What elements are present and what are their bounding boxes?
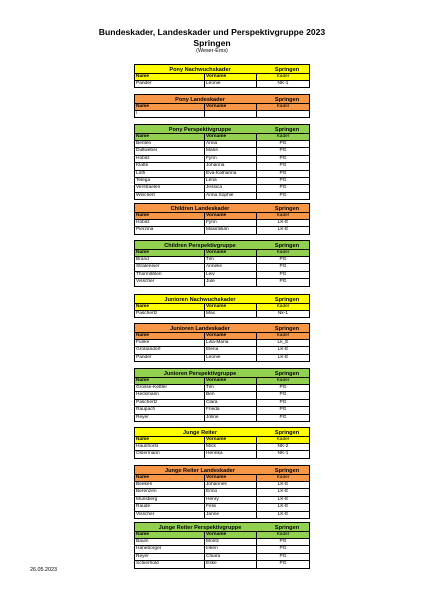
section-pony-landeskader [134, 94, 310, 118]
section-title: Junioren Landeskader [170, 326, 230, 332]
cell-kader: PG [279, 407, 287, 413]
section-junge-reiter [134, 427, 310, 459]
cell-name: Brand [135, 257, 205, 263]
section-discipline: Springen [274, 468, 300, 474]
cell-name: Hobitz [135, 220, 205, 226]
section-header [134, 64, 310, 74]
section-discipline: Springen [274, 525, 300, 531]
column-header-name: Name [135, 437, 205, 443]
column-header-kader: Kader [276, 532, 290, 537]
section-header [134, 94, 310, 104]
cell-vorname: Leiv [205, 272, 257, 278]
section-discipline: Springen [274, 127, 300, 133]
column-header-vorname: Vorname [205, 250, 257, 256]
column-header-name: Name [135, 250, 205, 256]
cell-kader: PG [279, 279, 287, 285]
column-header-row [134, 74, 310, 81]
cell-kader: PG [279, 553, 287, 559]
section-discipline: Springen [274, 243, 300, 249]
cell-kader: PG [279, 399, 287, 405]
section-discipline: Springen [274, 97, 300, 103]
section-title: Pony Landeskader [175, 97, 225, 103]
column-header-name: Name [135, 378, 205, 384]
table-row [134, 279, 310, 286]
column-header-row [134, 104, 310, 111]
column-header-vorname: Vorname [205, 74, 257, 80]
cell-name: Klatte [135, 163, 205, 169]
cell-kader: LK-E [277, 504, 289, 510]
table-row [134, 156, 310, 163]
cell-name: Haneborger [135, 546, 205, 552]
table-row [134, 539, 310, 546]
table-row [134, 444, 310, 451]
cell-kader: PG [279, 414, 287, 420]
cell-vorname: Lisa-Maria [205, 340, 257, 346]
section-title: Junioren Nachwuchskader [164, 297, 236, 303]
cell-kader: PG [279, 561, 287, 567]
column-header-name: Name [135, 74, 205, 80]
section-children-perspektivgruppe [134, 240, 310, 287]
cell-name: Pierzina [135, 227, 205, 233]
column-header-kader: Kader [276, 333, 290, 338]
cell-name: Schierhold [135, 561, 205, 567]
cell-vorname: Felix [205, 504, 257, 510]
column-header-vorname: Vorname [205, 213, 257, 219]
column-header-row [134, 475, 310, 482]
column-header-kader: Kader [276, 250, 290, 255]
cell-name: Raupach [135, 407, 205, 413]
cell-vorname: Janne [205, 512, 257, 518]
cell-vorname: Joline [205, 415, 257, 421]
cell-kader: PG [279, 546, 287, 552]
cell-name: Benten [135, 141, 205, 147]
cell-name: Heckmann [135, 392, 205, 398]
column-header-kader: Kader [276, 437, 290, 442]
cell-name: Paschertz [135, 311, 205, 317]
section-pony-nachwuchskader [134, 64, 310, 88]
cell-kader: PG [279, 271, 287, 277]
table-row [134, 81, 310, 88]
section-discipline: Springen [274, 297, 300, 303]
column-header-row [134, 213, 310, 220]
table-row [134, 340, 310, 347]
cell-name: Dullweber [135, 148, 205, 154]
section-junioren-perspektivgruppe [134, 368, 310, 422]
cell-vorname: Henrika [205, 451, 257, 457]
cell-kader: PG [279, 141, 287, 146]
cell-vorname: Jule [205, 279, 257, 285]
cell-kader: PG [279, 192, 287, 198]
cell-name: Visscher [135, 512, 205, 518]
table-row [134, 171, 310, 178]
section-header [134, 323, 310, 333]
table-row [134, 482, 310, 489]
section-title: Children Perspektivgruppe [164, 243, 236, 249]
section-discipline: Springen [274, 206, 300, 212]
table-row [134, 178, 310, 185]
cell-kader: LK-E [277, 347, 289, 353]
column-header-vorname: Vorname [205, 378, 257, 384]
cell-vorname: Eske [205, 561, 257, 567]
cell-kader: Nk-1 [277, 311, 289, 316]
column-header-vorname: Vorname [205, 437, 257, 443]
cell-kader: PG [279, 264, 287, 270]
cell-vorname: Maximilian [205, 227, 257, 233]
table-row [134, 451, 310, 458]
cell-name: Hobitz [135, 156, 205, 162]
cell-name: Raude [135, 504, 205, 510]
column-header-vorname: Vorname [205, 475, 257, 481]
cell-kader: LK-E [277, 482, 289, 487]
section-header [134, 465, 310, 475]
cell-name: Haunhorst [135, 444, 205, 450]
cell-name: Funke [135, 340, 205, 346]
cell-vorname: Tim [205, 385, 257, 391]
cell-vorname: Chiara [205, 554, 257, 560]
cell-kader: PG [279, 385, 287, 390]
column-header-name: Name [135, 532, 205, 538]
column-header-vorname: Vorname [205, 333, 257, 339]
cell-name: Pander [135, 355, 205, 361]
table-row [134, 148, 310, 155]
cell-name: Berenzen [135, 489, 205, 495]
section-header [134, 294, 310, 304]
cell-vorname: Tim [205, 257, 257, 263]
table-row [134, 546, 310, 553]
table-row [134, 347, 310, 354]
cell-name: Beeken [135, 482, 205, 488]
cell-vorname: Ben [205, 392, 257, 398]
column-header-name: Name [135, 104, 205, 110]
table-row [134, 185, 310, 192]
column-header-row [134, 304, 310, 311]
section-discipline: Springen [274, 326, 300, 332]
column-header-name: Name [135, 475, 205, 481]
section-title: Pony Nachwuchskader [169, 67, 231, 73]
cell-name: Ostermann [135, 451, 205, 457]
table-row [134, 257, 310, 264]
table-row [134, 141, 310, 148]
cell-kader: PG [279, 392, 287, 398]
cell-vorname: Johanna [205, 163, 257, 169]
cell-vorname: Elena [205, 347, 257, 353]
section-discipline: Springen [274, 430, 300, 436]
cell-name: Munsberg [135, 497, 205, 503]
column-header-row [134, 250, 310, 257]
cell-kader: LK-E [277, 354, 289, 360]
cell-vorname: Anna Sophie [205, 193, 257, 199]
cell-name: Verstraelen [135, 185, 205, 191]
table-row [134, 554, 310, 561]
column-header-row [134, 333, 310, 340]
table-row [134, 355, 310, 362]
column-header-vorname: Vorname [205, 304, 257, 310]
section-discipline: Springen [274, 67, 300, 73]
section-pony-perspektivgruppe [134, 124, 310, 200]
column-header-vorname: Vorname [205, 134, 257, 140]
section-title: Junioren Perspektivgruppe [163, 371, 237, 377]
cell-vorname: Marie [205, 148, 257, 154]
cell-kader: PG [279, 257, 287, 262]
cell-kader: LK-E [277, 496, 289, 502]
column-header-kader: Kader [276, 74, 290, 79]
column-header-kader: Kader [276, 134, 290, 139]
column-header-name: Name [135, 134, 205, 140]
cell-kader: PG [279, 539, 287, 544]
cell-kader: NK-1 [277, 81, 289, 86]
cell-kader: PG [279, 185, 287, 191]
section-title: Children Landeskader [170, 206, 230, 212]
cell-vorname: Henry [205, 497, 257, 503]
table-row [134, 264, 310, 271]
column-header-vorname: Vorname [205, 104, 257, 110]
column-header-row [134, 532, 310, 539]
cell-vorname: Clara [205, 400, 257, 406]
cell-kader: LK-E [277, 511, 289, 517]
table-row [134, 504, 310, 511]
column-header-name: Name [135, 333, 205, 339]
section-title: Junge Reiter [183, 430, 217, 436]
section-junioren-nachwuchskader [134, 294, 310, 318]
table-row [134, 497, 310, 504]
column-header-vorname: Vorname [205, 532, 257, 538]
cell-vorname: Max [205, 311, 257, 317]
cell-name: Paschertz [135, 400, 205, 406]
cell-kader: LK-E [277, 220, 289, 225]
section-children-landeskader [134, 203, 310, 235]
cell-name: Thormählen [135, 272, 205, 278]
cell-kader: NK-2 [277, 444, 289, 449]
cell-name: / [135, 111, 205, 117]
cell-kader: Lk_E [277, 340, 289, 345]
table-row [134, 227, 310, 234]
table-row [134, 489, 310, 496]
table-row [134, 385, 310, 392]
cell-kader: PG [279, 148, 287, 154]
cell-name: Loth [135, 171, 205, 177]
cell-vorname: Fynn [205, 220, 257, 226]
table-row [134, 561, 310, 568]
section-header [134, 368, 310, 378]
cell-name: Reyer [135, 415, 205, 421]
column-header-name: Name [135, 213, 205, 219]
cell-name: Telega [135, 178, 205, 184]
cell-name: Strateneier [135, 264, 205, 270]
table-row [134, 415, 310, 422]
cell-vorname: Annelie [205, 264, 257, 270]
cell-vorname [205, 111, 257, 117]
table-row [134, 400, 310, 407]
section-header [134, 427, 310, 437]
document-region: (Weser-Ems) [196, 48, 228, 54]
column-header-row [134, 437, 310, 444]
cell-name: Pander [135, 81, 205, 87]
cell-kader: PG [279, 177, 287, 183]
column-header-name: Name [135, 304, 205, 310]
cell-kader: PG [279, 163, 287, 169]
table-row [134, 111, 310, 118]
document-title: Bundeskader, Landeskader und Perspektivgruppe 2023 [98, 27, 326, 37]
column-header-kader: Kader [276, 104, 290, 109]
cell-vorname: Mick [205, 444, 257, 450]
section-title: Junge Reiter Landeskader [165, 468, 235, 474]
cell-name: Reyer [135, 554, 205, 560]
cell-kader: LK-E [277, 489, 289, 495]
cell-vorname: Fynn [205, 156, 257, 162]
cell-vorname: Eva-Katharina [205, 171, 257, 177]
cell-vorname: Leonie [205, 81, 257, 87]
cell-vorname: Frieda [205, 407, 257, 413]
cell-name: Visscher [135, 279, 205, 285]
cell-kader: PG [279, 170, 287, 176]
cell-vorname: Johannes [205, 482, 257, 488]
table-row [134, 311, 310, 318]
cell-kader [257, 111, 309, 117]
section-header [134, 240, 310, 250]
table-row [134, 220, 310, 227]
table-row [134, 163, 310, 170]
document-subtitle: Springen [193, 38, 231, 48]
cell-vorname: Inken [205, 546, 257, 552]
column-header-row [134, 378, 310, 385]
cell-name: Großandorf [135, 347, 205, 353]
cell-vorname: Enno [205, 489, 257, 495]
table-row [134, 512, 310, 519]
section-junge-reiter-landeskader [134, 465, 310, 519]
cell-name: Baum [135, 539, 205, 545]
section-header [134, 124, 310, 134]
cell-name: Grosse-Kettler [135, 385, 205, 391]
column-header-row [134, 134, 310, 141]
section-header [134, 522, 310, 532]
section-title: Junge Reiter Perspektivgruppe [158, 525, 242, 531]
table-row [134, 392, 310, 399]
cell-kader: PG [279, 155, 287, 161]
section-discipline: Springen [274, 371, 300, 377]
cell-kader: NK-1 [277, 451, 289, 457]
section-junge-reiter-perspektivgruppe [134, 522, 310, 569]
cell-vorname: Leonie [205, 355, 257, 361]
cell-vorname: Lena [205, 178, 257, 184]
cell-name: Weichert [135, 193, 205, 199]
cell-vorname: Moritz [205, 539, 257, 545]
column-header-kader: Kader [276, 378, 290, 383]
document-date: 26.05.2023 [30, 567, 57, 573]
section-title: Pony Perspektivgruppe [168, 127, 232, 133]
table-row [134, 407, 310, 414]
cell-vorname: Jessica [205, 185, 257, 191]
table-row [134, 193, 310, 200]
cell-vorname: Anna [205, 141, 257, 147]
section-junioren-landeskader [134, 323, 310, 362]
section-header [134, 203, 310, 213]
column-header-kader: Kader [276, 213, 290, 218]
table-row [134, 272, 310, 279]
column-header-kader: Kader [276, 304, 290, 309]
cell-kader: LK-E [277, 227, 289, 233]
column-header-kader: Kader [276, 475, 290, 480]
